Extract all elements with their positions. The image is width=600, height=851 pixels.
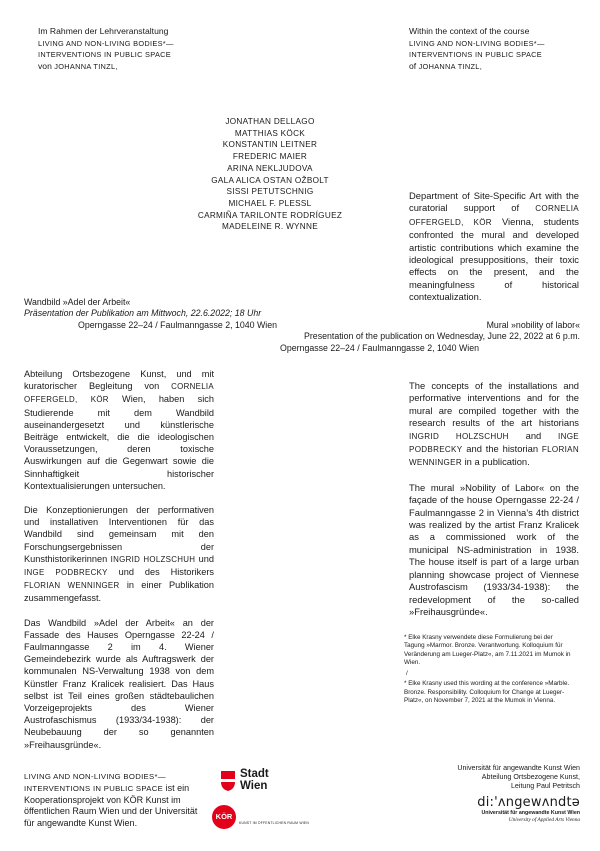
event-en-date: Presentation of the publication on Wednesday, June 22, 2022 at 6 p.m. [304, 331, 580, 342]
de-p2-text-c: und des Historikers [107, 567, 214, 578]
de-p2-text-d: in einer Publikation zusammengefasst. [24, 580, 215, 604]
intro-en-course-line1: LIVING AND NON-LIVING BODIES*— [409, 38, 545, 48]
event-en-address: Operngasse 22–24 / Faulmanngasse 2, 1040 Wien [280, 342, 480, 353]
student-name: MADELEINE R. WYNNE [222, 222, 318, 232]
de-paragraph-3: Das Wandbild »Adel der Arbeit« an der Fassade des Hauses Operngasse 22-24 / Faulmanngasse 2 im 4. Wiener Gemeindebezirk wurde als Auftragswerk der kommunalen NS-Verwaltung 1938 von dem Künstler Franz Kralicek realisiert. Das Haus selbst ist Teil eines großen städtebaulichen Vorzeigeprojekts des Wiener Austrofaschismus (1933/34-1938): der Neubebauung der so genannten »Freihausgründe«. [24, 617, 214, 750]
intro-de-course-line2: INTERVENTIONS IN PUBLIC SPACE [38, 50, 172, 60]
angewandte-wordmark: di:'ʌngewʌndtə [477, 795, 580, 810]
event-de-address: Operngasse 22–24 / Faulmanngasse 2, 1040 Wien [78, 319, 278, 330]
university-credit-line1: Universität für angewandte Kunst Wien [457, 764, 580, 772]
de-p1-curator: CORNELIA OFFERGELD, KÖR [24, 382, 214, 405]
university-credit-line2: Abteilung Ortsbezogene Kunst, [481, 773, 580, 782]
intro-de [38, 26, 258, 72]
student-name: MATTHIAS KÖCK [234, 128, 306, 138]
de-p2-text-b: und [195, 553, 214, 564]
vienna-shield-icon [220, 770, 236, 792]
student-name: SISSI PETUTSCHNIG [226, 187, 314, 197]
en-p1-text-a: The concepts of the installations and performative interventions and for the mural are compiled together with the research results of the art historians [409, 380, 579, 429]
angewandte-line1: Universität für angewandte Kunst Wien [481, 810, 580, 816]
footnote-separator: / [406, 670, 408, 678]
intro-en-line1: Within the context of the course [409, 26, 530, 36]
event-de-title: Wandbild »Adel der Arbeit« [24, 297, 131, 307]
de-p2-name3: FLORIAN WENNINGER [24, 581, 120, 591]
de-p1-text-b: Wien, haben sich Studierende mit dem Wandbild auseinandergesetzt und künstlerische Beiträge entwickelt, die die ideologischen Voraussetzungen, deren toxische Auswirkungen auf die Gegenwart sowie die Sinnhaftigkeit historischer Kontextualisierungen untersuchen. [24, 394, 214, 491]
kor-logo [212, 805, 309, 831]
student-name: MICHAEL F. PLESSL [228, 198, 312, 208]
stadt-wien-line1: Stadt [240, 768, 269, 780]
kor-circle [212, 805, 236, 829]
intro-en-prefix: of [409, 60, 419, 71]
kor-text: KUNST IM ÖFFENTLICHEN RAUM WIEN [239, 821, 309, 825]
en-dept-curator: CORNELIA OFFERGELD, KÖR [409, 204, 579, 227]
de-paragraph-2 [24, 504, 214, 605]
en-dept-text2: Vienna, students confronted the mural and developed artistic contributions which examine the ideological presuppositions, their toxic effects on the present, and the meaningfulness of historical contextualization. [409, 215, 579, 303]
intro-de-teacher: JOHANNA TINZL, [54, 61, 118, 71]
en-paragraph-1 [409, 380, 579, 470]
cooperation-text: ist ein Kooperationsprojekt von KÖR Kunst im öffentlichen Raum Wien und der Universität für angewandte Kunst Wien. [24, 782, 198, 829]
en-p1-name3: FLORIAN WENNINGER [409, 445, 579, 468]
angewandte-logo [460, 795, 580, 823]
footnote-en: * Elke Krasny used this wording at the conference »Marble. Bronze. Responsibility. Colloquium for Change at Lueger-Platz«, on November 7, 2021 at the Mumok in Vienna. [404, 680, 570, 705]
intro-de-course-line1: LIVING AND NON-LIVING BODIES*— [38, 38, 174, 48]
de-p2-name2: INGE PODBRECKY [24, 568, 108, 578]
university-credit [420, 764, 580, 791]
intro-en-teacher: JOHANNA TINZL, [418, 61, 483, 71]
intro-de-prefix: von [38, 60, 55, 71]
en-dept-text1: Department of Site-Specific Art with the curatorial support of [409, 190, 579, 214]
intro-en-course-line2: INTERVENTIONS IN PUBLIC SPACE [409, 50, 543, 60]
student-name: CARMIÑA TARILONTE RODRÍGUEZ [197, 210, 343, 220]
student-name: JONATHAN DELLAGO [225, 117, 315, 126]
en-department-paragraph [409, 190, 579, 304]
en-p1-text-b: and [508, 429, 559, 441]
de-p2-text-a: Die Konzeptionierungen der performativen und installativen Interventionen für das Wandbild sind gemeinsam mit den Forschungsergebnissen der Kunsthistorikerinnen [24, 505, 214, 564]
de-paragraph-1 [24, 368, 214, 492]
de-p2-name1: INGRID HOLZSCHUH [110, 554, 196, 564]
intro-de-line1: Im Rahmen der Lehrveranstaltung [38, 26, 169, 36]
intro-en [409, 26, 589, 72]
angewandte-line2: University of Applied Arts Vienna [508, 816, 580, 823]
student-name: FREDERIC MAIER [232, 152, 308, 162]
event-en [270, 320, 580, 354]
university-credit-line3: Leitung Paul Petritsch [510, 782, 580, 791]
de-body [24, 368, 214, 763]
cooperation-note [24, 771, 199, 830]
en-body [409, 380, 579, 630]
event-en-title: Mural »nobility of labor« [486, 320, 580, 330]
en-p1-text-c: and the historian [462, 443, 542, 455]
kor-mark: KÖR [215, 812, 233, 821]
student-list [150, 116, 390, 233]
footnotes [404, 634, 574, 705]
footnote-de: * Elke Krasny verwendete diese Formulierung bei der Tagung »Marmor. Bronze. Verantwortung. Kolloquium für Veränderung am Lueger-Platz«, am 7.11.2021 im Mumok in Wien. [404, 634, 571, 666]
event-de-date: Präsentation der Publikation am Mittwoch, 22.6.2022; 18 Uhr [24, 308, 262, 319]
student-name: KONSTANTIN LEITNER [222, 140, 318, 150]
en-p1-text-d: in a publication. [461, 456, 530, 468]
en-p1-name2: INGE PODBRECKY [409, 431, 579, 455]
stadt-wien-logo [220, 768, 280, 796]
student-name: ARINA NEKLJUDOVA [227, 163, 313, 173]
cooperation-course-1: LIVING AND NON-LIVING BODIES*— [24, 772, 166, 781]
en-paragraph-2: The mural »Nobility of Labor« on the façade of the house Operngasse 22-24 / Faulmanngasse 2 in Vienna’s 4th district was realized by the artist Franz Kralicek as a commissioned work of the municipal NS-administration in 1938. The house itself is part of a large urban planning showcase project of Viennese Austrofascism (1933/34-1938): the redevelopment of the so-called »Freihausgründe«. [409, 481, 579, 617]
intro-de-line4 [38, 61, 258, 73]
student-name: GALA ALICA OSTAN OŽBOLT [211, 175, 329, 185]
de-p1-text-a: Abteilung Ortsbezogene Kunst, und mit kuratorischer Begleitung von [24, 369, 214, 392]
en-p1-name1: INGRID HOLZSCHUH [409, 431, 509, 441]
stadt-wien-line2: Wien [240, 780, 268, 792]
cooperation-course-2: INTERVENTIONS IN PUBLIC SPACE [24, 783, 164, 793]
intro-en-line4 [409, 61, 589, 73]
